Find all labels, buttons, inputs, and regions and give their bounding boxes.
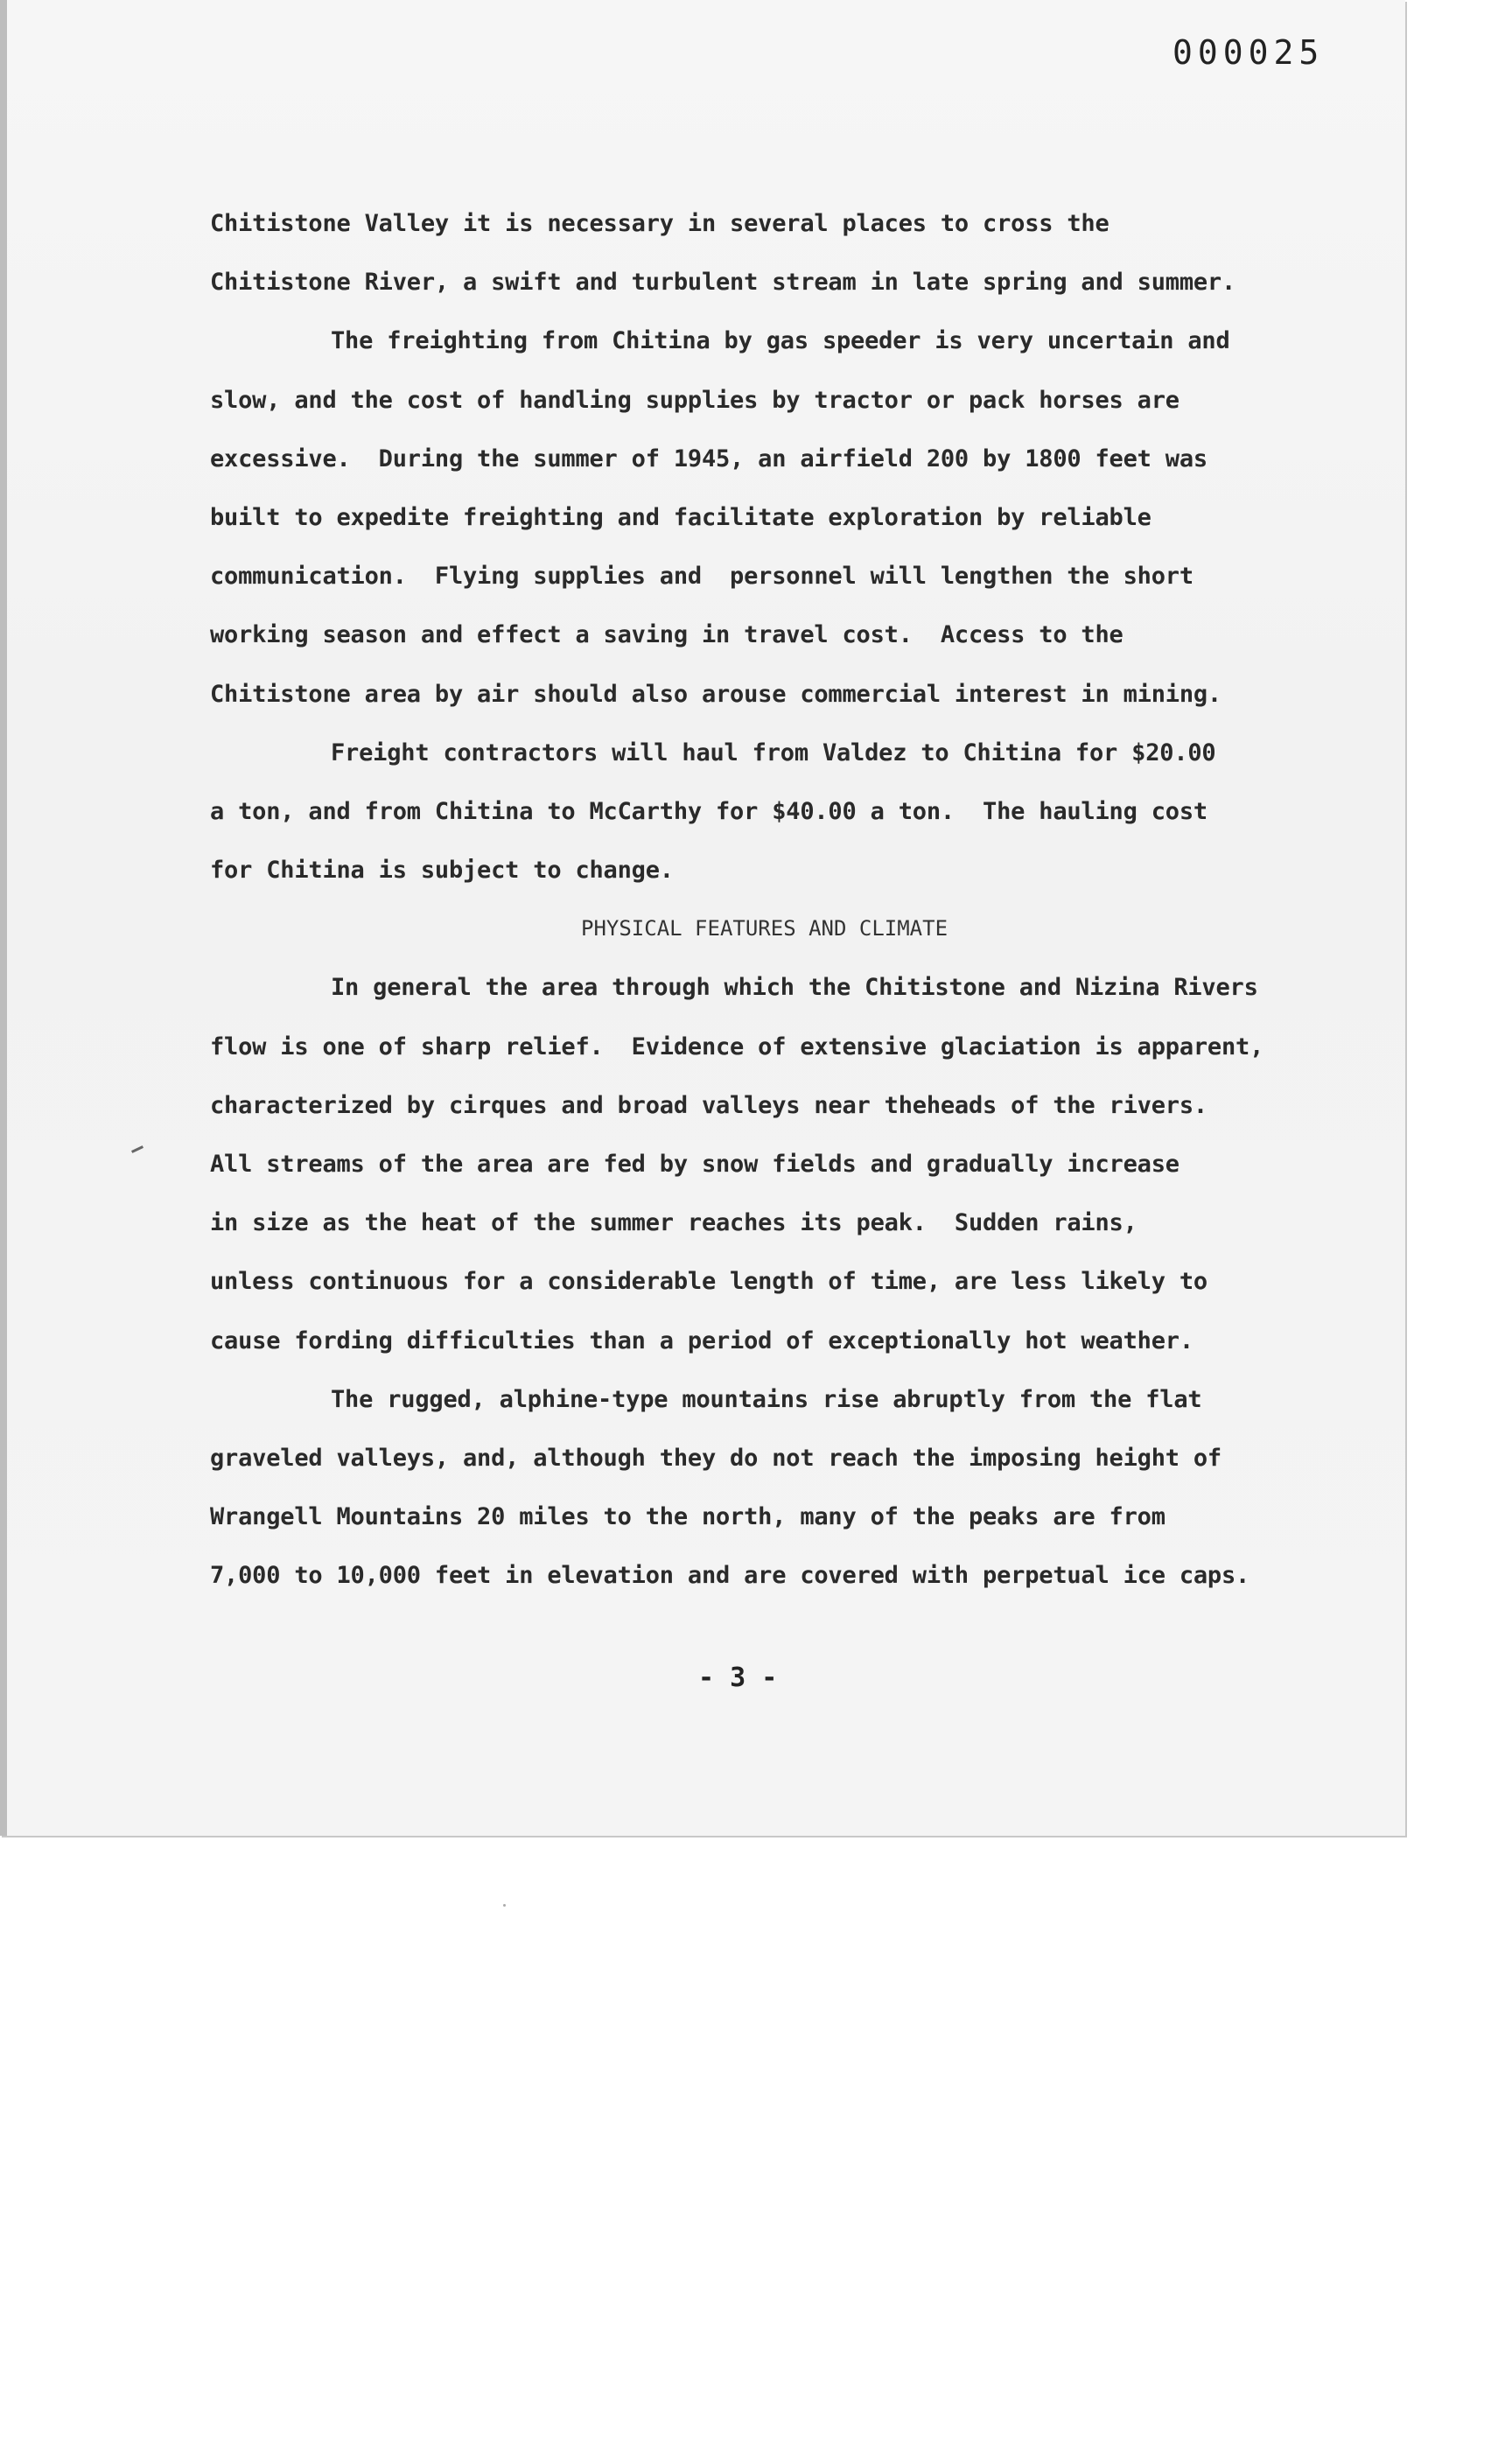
text-line: 7,000 to 10,000 feet in elevation and are covered with perpetual ice caps. (210, 1562, 1250, 1590)
text-line: Freight contractors will haul from Valdez to Chitina for $20.00 (331, 738, 1216, 766)
text-line: communication. Flying supplies and personnel will lengthen the short (210, 563, 1194, 591)
text-line: slow, and the cost of handling supplies by tractor or pack horses are (210, 386, 1180, 414)
text-line: excessive. During the summer of 1945, an airfield 200 by 1800 feet was (210, 444, 1208, 472)
text-line: Wrangell Mountains 20 miles to the north, many of the peaks are from (210, 1503, 1166, 1531)
text-line: flow is one of sharp relief. Evidence of extensive glaciation is apparent, (210, 1032, 1264, 1060)
text-line: Chitistone area by air should also arouse commercial interest in mining. (210, 680, 1222, 708)
text-line: a ton, and from Chitina to McCarthy for $40.00 a ton. The hauling cost (210, 797, 1208, 825)
scan-edge (0, 0, 7, 1836)
text-line: for Chitina is subject to change. (210, 857, 674, 885)
document-control-number: 000025 (1172, 33, 1325, 72)
text-line: unless continuous for a considerable length of time, are less likely to (210, 1268, 1208, 1296)
scan-speck (503, 1904, 506, 1907)
section-heading: PHYSICAL FEATURES AND CLIMATE (581, 916, 948, 942)
text-line: built to expedite freighting and facilitate exploration by reliable (210, 503, 1152, 531)
text-line: graveled valleys, and, although they do not reach the imposing height of (210, 1444, 1222, 1472)
text-line: The freighting from Chitina by gas speeder is very uncertain and (331, 327, 1230, 355)
text-line: The rugged, alphine-type mountains rise abruptly from the flat (331, 1385, 1202, 1413)
text-line: All streams of the area are fed by snow fields and gradually increase (210, 1151, 1180, 1178)
text-line: cause fording difficulties than a period of exceptionally hot weather. (210, 1326, 1194, 1354)
margin-pencil-mark (131, 1145, 144, 1153)
text-line: in size as the heat of the summer reaches its peak. Sudden rains, (210, 1209, 1138, 1237)
text-line: working season and effect a saving in travel cost. Access to the (210, 621, 1124, 649)
text-line: Chitistone Valley it is necessary in several places to cross the (210, 210, 1110, 237)
page-number: - 3 - (698, 1662, 778, 1693)
page-body (210, 194, 1312, 1606)
text-line: Chitistone River, a swift and turbulent stream in late spring and summer. (210, 269, 1236, 297)
text-line: characterized by cirques and broad valleys near theheads of the rivers. (210, 1091, 1208, 1119)
text-line: In general the area through which the Chitistone and Nizina Rivers (331, 974, 1258, 1002)
